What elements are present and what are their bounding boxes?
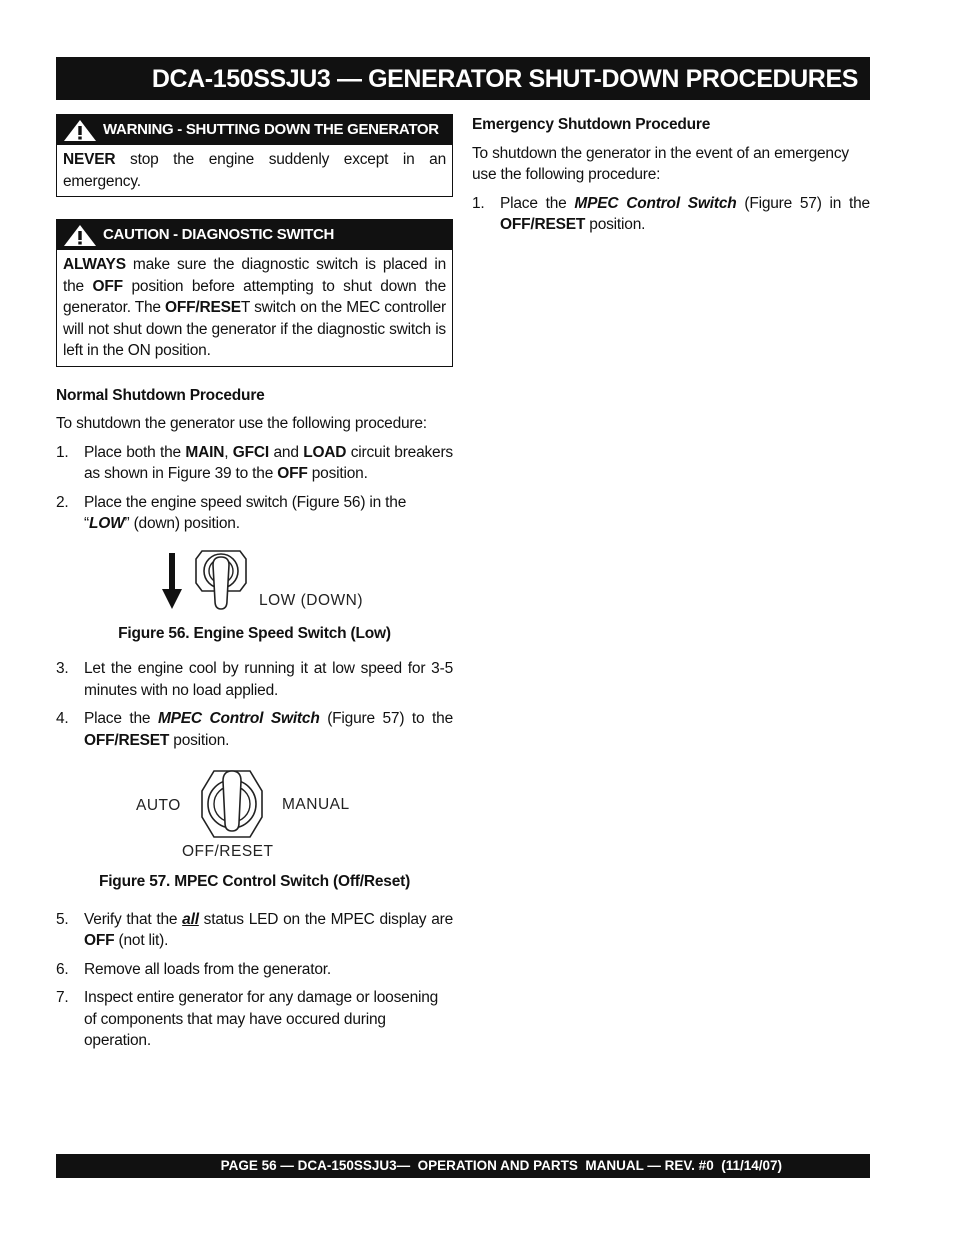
step-bold-offreset: OFF/RESET (500, 216, 586, 233)
warning-header (57, 115, 452, 145)
step-text: Place both the (84, 443, 186, 461)
step-text: (Figure 57) in the (736, 194, 870, 212)
step-text: circuit breakers as shown in Figure 39 to the (84, 443, 453, 482)
warning-body (57, 145, 452, 196)
emergency-shutdown-intro: To shutdown the generator in the event of an emergency use the following procedure: (472, 144, 849, 183)
step-bold-mpec: MPEC Control Switch (574, 194, 737, 212)
step-text: (Figure 57) to the (319, 710, 453, 727)
caution-off: OFF (92, 277, 123, 295)
step-text: Verify that the (84, 910, 183, 928)
step-bold-low: LOW (88, 515, 125, 532)
emergency-shutdown-title: Emergency Shutdown Procedure (472, 116, 711, 133)
caution-body (57, 250, 452, 366)
step-number: 4. (56, 710, 69, 727)
step-bold-offreset: OFF/RESET (84, 731, 170, 749)
left-column (56, 114, 453, 1059)
caution-box (56, 219, 453, 367)
normal-step-7 (56, 987, 453, 1052)
fig57-offreset-label: OFF/RESET (182, 843, 274, 860)
step-number: 2. (56, 493, 69, 511)
step-bold-all: all (182, 910, 199, 928)
step-text: (not lit). (114, 932, 169, 949)
step-bold-load: LOAD (303, 443, 347, 461)
caution-always: ALWAYS (63, 256, 126, 273)
step-bold-main: MAIN (185, 443, 225, 461)
step-number: 6. (56, 960, 69, 978)
warning-title: WARNING - SHUTTING DOWN THE GENERATOR (103, 121, 439, 138)
warning-text: stop the engine suddenly except in an emergency. (63, 151, 446, 190)
warning-never: NEVER (63, 151, 116, 168)
step-bold-mpec: MPEC Control Switch (157, 710, 320, 727)
step-number: 5. (56, 910, 69, 928)
down-arrow-icon (162, 553, 182, 609)
normal-step-4 (56, 708, 453, 751)
caution-text-1: make sure the diagnostic switch is placed in the (63, 256, 446, 295)
warning-box (56, 114, 453, 197)
step-text: ” (down) position. (124, 515, 240, 532)
caution-offreset: OFF/RESE (164, 299, 241, 316)
step-text: Let the engine cool by running it at low speed for 3-5 minutes with no load applied. (84, 660, 453, 699)
step-bold-off: OFF (84, 932, 115, 949)
step-text: Place the (500, 194, 575, 212)
fig57-manual-label: MANUAL (282, 796, 350, 813)
caution-text-3: T switch on the MEC controller will not shut down the generator if the diagnostic switch is left in the ON position. (63, 299, 446, 359)
step-text: Place the engine speed switch (Figure 56) in the “ (84, 493, 407, 532)
step-text: position. (169, 731, 230, 749)
step-text: Place the (84, 710, 158, 727)
caution-text-2: position before attempting to shut down the generator. The (63, 277, 447, 316)
step-text: position. (585, 216, 646, 233)
right-column (472, 110, 870, 243)
step-number: 1. (56, 443, 69, 461)
caution-title: CAUTION - DIAGNOSTIC SWITCH (103, 226, 335, 243)
normal-step-2 (56, 492, 453, 535)
fig56-label: LOW (DOWN) (259, 591, 364, 609)
emergency-step-1 (472, 193, 870, 236)
step-bold-gfci: GFCI (232, 443, 270, 461)
step-number: 1. (472, 194, 485, 212)
caution-triangle-icon (63, 224, 97, 247)
step-number: 7. (56, 989, 69, 1006)
normal-step-6 (56, 959, 453, 981)
normal-step-1 (56, 442, 453, 485)
fig56-caption: Figure 56. Engine Speed Switch (Low) (118, 624, 391, 642)
toggle-switch-low-icon (194, 549, 248, 615)
caution-header (57, 220, 452, 250)
figure-56 (56, 549, 453, 615)
step-text: Remove all loads from the generator. (84, 960, 331, 978)
fig57-auto-label: AUTO (136, 797, 181, 814)
page-footer-text: PAGE 56 — DCA-150SSJU3— OPERATION AND PARTS MANUAL — REV. #0 (11/14/07) (220, 1158, 782, 1173)
step-text: Inspect entire generator for any damage or loosening of components that may have occured during operation. (84, 989, 439, 1049)
page-header-bar (56, 57, 870, 100)
normal-step-3 (56, 658, 453, 701)
fig57-caption: Figure 57. MPEC Control Switch (Off/Reset) (98, 873, 411, 890)
page-title: DCA-150SSJU3 — GENERATOR SHUT-DOWN PROCEDURES (151, 65, 858, 93)
step-text: and (269, 443, 304, 461)
warning-triangle-icon (63, 119, 97, 142)
step-bold-off: OFF (277, 465, 308, 482)
figure-57 (56, 767, 453, 863)
step-text: position. (307, 465, 368, 482)
rotary-switch-icon (200, 767, 264, 841)
step-number: 3. (56, 660, 69, 677)
step-text: status LED on the MPEC display are (198, 910, 453, 928)
step-text: , (224, 443, 233, 461)
normal-shutdown-title: Normal Shutdown Procedure (56, 386, 265, 404)
normal-step-5 (56, 909, 453, 952)
normal-shutdown-intro: To shutdown the generator use the following procedure: (56, 415, 427, 432)
page-footer-bar (56, 1154, 870, 1178)
